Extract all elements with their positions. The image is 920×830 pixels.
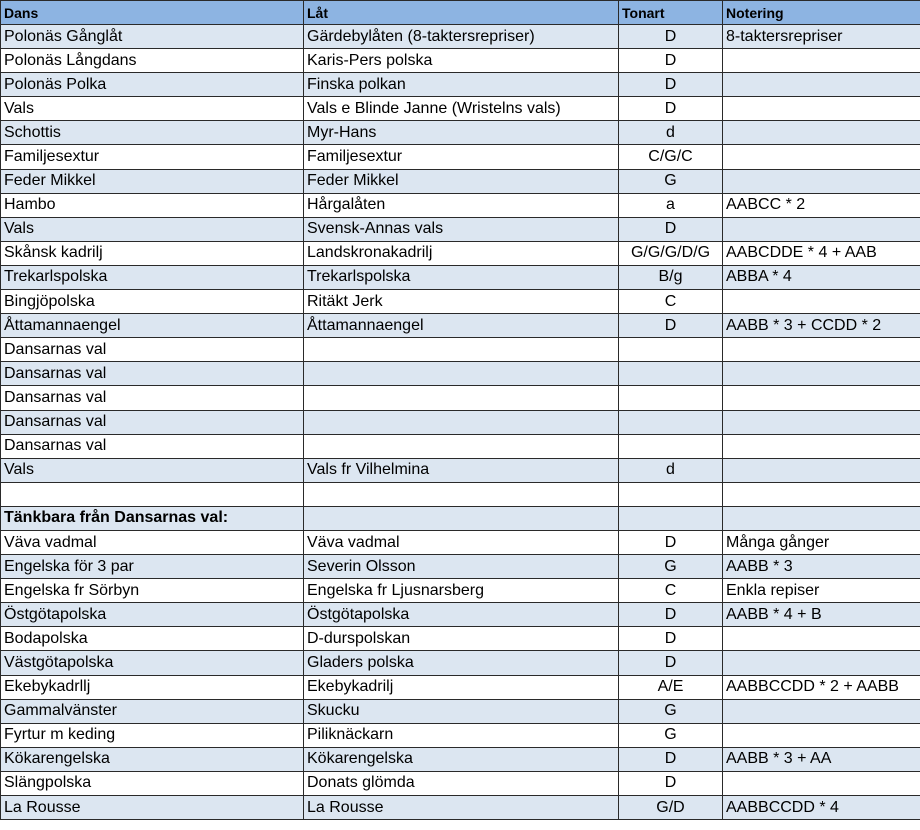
cell-tonart[interactable]: A/E (619, 675, 723, 699)
cell-lat[interactable]: Myr-Hans (304, 121, 619, 145)
cell-tonart[interactable]: D (619, 217, 723, 241)
table-row (1, 699, 920, 723)
cell-lat[interactable]: La Rousse (304, 796, 619, 820)
cell-tonart[interactable]: D (619, 25, 723, 49)
cell-dans[interactable]: Vals (1, 97, 304, 121)
cell-dans[interactable]: Engelska för 3 par (1, 555, 304, 579)
cell-dans[interactable]: Schottis (1, 121, 304, 145)
cell-dans[interactable]: Tänkbara från Dansarnas val: (1, 506, 304, 530)
cell-dans[interactable]: Engelska fr Sörbyn (1, 579, 304, 603)
cell-tonart[interactable]: C/G/C (619, 145, 723, 169)
cell-lat[interactable] (304, 482, 619, 506)
cell-notering[interactable]: AABB * 3 (723, 555, 920, 579)
cell-tonart[interactable] (619, 386, 723, 410)
cell-dans[interactable]: Vals (1, 458, 304, 482)
cell-notering[interactable]: ABBA * 4 (723, 265, 920, 289)
cell-tonart[interactable]: D (619, 97, 723, 121)
table-row (1, 603, 920, 627)
table-row (1, 747, 920, 771)
cell-notering[interactable] (723, 121, 920, 145)
cell-notering[interactable] (723, 386, 920, 410)
cell-dans[interactable]: Dansarnas val (1, 338, 304, 362)
cell-notering[interactable] (723, 362, 920, 386)
cell-lat[interactable]: Vals fr Vilhelmina (304, 458, 619, 482)
cell-dans[interactable]: Slängpolska (1, 771, 304, 795)
cell-tonart[interactable] (619, 434, 723, 458)
table-row (1, 362, 920, 386)
cell-tonart[interactable] (619, 362, 723, 386)
table-row (1, 458, 920, 482)
table-row (1, 627, 920, 651)
cell-tonart[interactable]: d (619, 121, 723, 145)
table-row (1, 410, 920, 434)
cell-tonart[interactable]: D (619, 651, 723, 675)
cell-lat[interactable]: D-durspolskan (304, 627, 619, 651)
cell-notering[interactable] (723, 458, 920, 482)
cell-notering[interactable]: 8-taktersrepriser (723, 25, 920, 49)
table-row (1, 434, 920, 458)
table-row (1, 49, 920, 73)
table-row (1, 386, 920, 410)
cell-tonart[interactable]: D (619, 627, 723, 651)
table-row (1, 265, 920, 289)
cell-dans[interactable]: Dansarnas val (1, 410, 304, 434)
cell-dans[interactable]: Bingjöpolska (1, 290, 304, 314)
cell-tonart[interactable]: D (619, 49, 723, 73)
cell-tonart[interactable]: a (619, 193, 723, 217)
header-notering[interactable]: Notering (723, 1, 920, 25)
cell-tonart[interactable] (619, 482, 723, 506)
cell-dans[interactable]: Väva vadmal (1, 530, 304, 554)
cell-dans[interactable]: Dansarnas val (1, 386, 304, 410)
cell-lat[interactable]: Piliknäckarn (304, 723, 619, 747)
cell-notering[interactable] (723, 97, 920, 121)
cell-dans[interactable]: Trekarlspolska (1, 265, 304, 289)
cell-dans[interactable]: Östgötapolska (1, 603, 304, 627)
cell-notering[interactable] (723, 771, 920, 795)
cell-dans[interactable]: Familjesextur (1, 145, 304, 169)
cell-dans[interactable]: Polonäs Långdans (1, 49, 304, 73)
table-row (1, 579, 920, 603)
cell-lat[interactable]: Trekarlspolska (304, 265, 619, 289)
cell-dans[interactable] (1, 482, 304, 506)
cell-lat[interactable]: Östgötapolska (304, 603, 619, 627)
cell-tonart[interactable]: G/G/G/D/G (619, 241, 723, 265)
table-row (1, 145, 920, 169)
header-row (1, 1, 920, 25)
cell-tonart[interactable]: D (619, 771, 723, 795)
cell-lat[interactable]: Landskronakadrilj (304, 241, 619, 265)
cell-lat[interactable]: Svensk-Annas vals (304, 217, 619, 241)
cell-lat[interactable]: Familjesextur (304, 145, 619, 169)
cell-dans[interactable]: Fyrtur m keding (1, 723, 304, 747)
table-row (1, 169, 920, 193)
cell-notering[interactable] (723, 410, 920, 434)
table-row (1, 73, 920, 97)
table-row (1, 338, 920, 362)
header-dans[interactable]: Dans (1, 1, 304, 25)
table-row (1, 25, 920, 49)
cell-lat[interactable]: Donats glömda (304, 771, 619, 795)
cell-dans[interactable]: Åttamannaengel (1, 314, 304, 338)
table-header (1, 1, 920, 25)
table-row (1, 482, 920, 506)
cell-tonart[interactable] (619, 410, 723, 434)
cell-lat[interactable] (304, 410, 619, 434)
cell-notering[interactable]: AABBCCDD * 4 (723, 796, 920, 820)
cell-tonart[interactable]: d (619, 458, 723, 482)
cell-lat[interactable]: Severin Olsson (304, 555, 619, 579)
cell-tonart[interactable]: G (619, 699, 723, 723)
cell-dans[interactable]: Skånsk kadrilj (1, 241, 304, 265)
cell-tonart[interactable] (619, 506, 723, 530)
cell-tonart[interactable]: D (619, 747, 723, 771)
cell-lat[interactable] (304, 434, 619, 458)
cell-tonart[interactable]: D (619, 314, 723, 338)
cell-dans[interactable]: Ekebykadrllj (1, 675, 304, 699)
cell-notering[interactable] (723, 73, 920, 97)
table-row (1, 290, 920, 314)
cell-dans[interactable]: Bodapolska (1, 627, 304, 651)
cell-tonart[interactable]: D (619, 73, 723, 97)
cell-tonart[interactable]: D (619, 603, 723, 627)
cell-notering[interactable] (723, 506, 920, 530)
cell-dans[interactable]: Dansarnas val (1, 362, 304, 386)
table-row (1, 193, 920, 217)
cell-dans[interactable]: Västgötapolska (1, 651, 304, 675)
table-body (1, 25, 920, 820)
cell-dans[interactable]: Dansarnas val (1, 434, 304, 458)
cell-lat[interactable]: Ritäkt Jerk (304, 290, 619, 314)
cell-dans[interactable]: Vals (1, 217, 304, 241)
cell-notering[interactable]: AABB * 4 + B (723, 603, 920, 627)
cell-notering[interactable]: AABCC * 2 (723, 193, 920, 217)
cell-lat[interactable]: Gärdebylåten (8-taktersrepriser) (304, 25, 619, 49)
cell-notering[interactable] (723, 482, 920, 506)
table-row (1, 771, 920, 795)
table-row (1, 555, 920, 579)
cell-lat[interactable] (304, 386, 619, 410)
table-row (1, 651, 920, 675)
cell-dans[interactable]: Polonäs Polka (1, 73, 304, 97)
cell-lat[interactable]: Finska polkan (304, 73, 619, 97)
cell-lat[interactable]: Hårgalåten (304, 193, 619, 217)
cell-dans[interactable]: Polonäs Gånglåt (1, 25, 304, 49)
cell-notering[interactable] (723, 627, 920, 651)
cell-lat[interactable]: Gladers polska (304, 651, 619, 675)
cell-lat[interactable] (304, 362, 619, 386)
table-row (1, 796, 920, 820)
cell-tonart[interactable]: B/g (619, 265, 723, 289)
cell-lat[interactable]: Feder Mikkel (304, 169, 619, 193)
cell-lat[interactable]: Ekebykadrilj (304, 675, 619, 699)
table-row (1, 530, 920, 554)
cell-tonart[interactable]: C (619, 290, 723, 314)
cell-lat[interactable]: Skucku (304, 699, 619, 723)
table-row (1, 506, 920, 530)
cell-dans[interactable]: Feder Mikkel (1, 169, 304, 193)
table-row (1, 675, 920, 699)
cell-notering[interactable] (723, 651, 920, 675)
cell-notering[interactable] (723, 290, 920, 314)
cell-notering[interactable] (723, 723, 920, 747)
cell-lat[interactable]: Väva vadmal (304, 530, 619, 554)
cell-notering[interactable] (723, 169, 920, 193)
cell-tonart[interactable]: G (619, 723, 723, 747)
cell-notering[interactable]: Enkla repiser (723, 579, 920, 603)
cell-lat[interactable]: Åttamannaengel (304, 314, 619, 338)
cell-notering[interactable]: AABB * 3 + AA (723, 747, 920, 771)
cell-notering[interactable] (723, 217, 920, 241)
header-tonart[interactable]: Tonart (619, 1, 723, 25)
cell-lat[interactable]: Engelska fr Ljusnarsberg (304, 579, 619, 603)
table-row (1, 121, 920, 145)
cell-dans[interactable]: Hambo (1, 193, 304, 217)
cell-tonart[interactable]: G (619, 555, 723, 579)
cell-lat[interactable] (304, 338, 619, 362)
cell-dans[interactable]: Gammalvänster (1, 699, 304, 723)
table-row (1, 241, 920, 265)
cell-tonart[interactable]: C (619, 579, 723, 603)
cell-dans[interactable]: La Rousse (1, 796, 304, 820)
cell-dans[interactable]: Kökarengelska (1, 747, 304, 771)
cell-notering[interactable] (723, 338, 920, 362)
cell-notering[interactable]: Många gånger (723, 530, 920, 554)
cell-lat[interactable]: Karis-Pers polska (304, 49, 619, 73)
cell-notering[interactable] (723, 145, 920, 169)
cell-notering[interactable]: AABB * 3 + CCDD * 2 (723, 314, 920, 338)
cell-notering[interactable] (723, 49, 920, 73)
header-lat[interactable]: Låt (304, 1, 619, 25)
cell-tonart[interactable]: G (619, 169, 723, 193)
table-row (1, 217, 920, 241)
table-row (1, 97, 920, 121)
cell-tonart[interactable] (619, 338, 723, 362)
table-row (1, 723, 920, 747)
cell-notering[interactable]: AABBCCDD * 2 + AABB (723, 675, 920, 699)
cell-tonart[interactable]: G/D (619, 796, 723, 820)
cell-lat[interactable]: Vals e Blinde Janne (Wristelns vals) (304, 97, 619, 121)
cell-notering[interactable] (723, 699, 920, 723)
table-row (1, 314, 920, 338)
cell-lat[interactable]: Kökarengelska (304, 747, 619, 771)
cell-tonart[interactable]: D (619, 530, 723, 554)
cell-notering[interactable]: AABCDDE * 4 + AAB (723, 241, 920, 265)
cell-notering[interactable] (723, 434, 920, 458)
cell-lat[interactable] (304, 506, 619, 530)
